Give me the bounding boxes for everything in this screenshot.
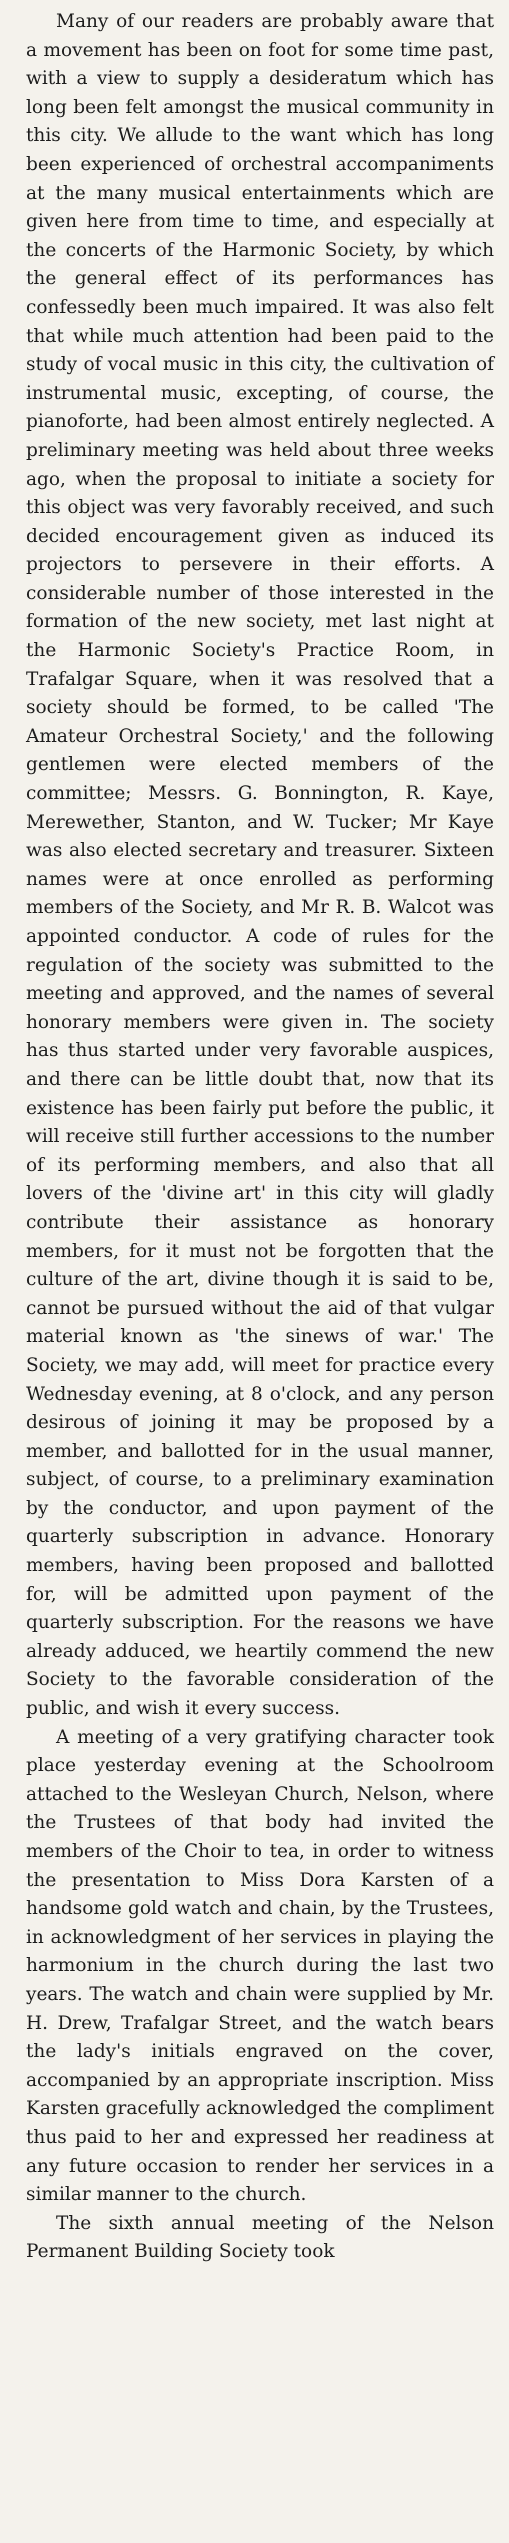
article-paragraph-building-society: The sixth annual meeting of the Nelson Permanent Building Society took	[26, 2212, 494, 2263]
article-paragraph-orchestral-society: Many of our readers are probably aware that a movement has been on foot for some time past, with a view to supply a desideratum which has long been felt amongst the musical community in this city. We allude to the want which has long been experienced of orchestral accompaniments at the many musical entertainments which are given here from time to time, and especially at the concerts of the Harmonic Society, by which the general effect of its performances has confessedly been much impaired. It was also felt that while much attention had been paid to the study of vocal music in this city, the cultivation of instrumental music, excepting, of course, the pianoforte, had been almost entirely neglected. A preliminary meeting was held about three weeks ago, when the proposal to initiate a society for this object was very favorably received, and such decided encouragement given as induced its projectors to persevere in their efforts. A considerable number of those interested in the formation of the new society, met last night at the Harmonic Society's Practice Room, in Trafalgar Square, when it was resolved that a society should be formed, to be called 'The Amateur Orchestral Society,' and the following gentlemen were elected members of the committee; Messrs. G. Bonnington, R. Kaye, Merewether, Stanton, and W. Tucker; Mr Kaye was also elected secretary and treasurer. Sixteen names were at once enrolled as performing members of the Society, and Mr R. B. Walcot was appointed conductor. A code of rules for the regulation of the society was submitted to the meeting and approved, and the names of several honorary members were given in. The society has thus started under very favorable auspices, and there can be little doubt that, now that its existence has been fairly put before the public, it will receive still further accessions to the number of its performing members, and also that all lovers of the 'divine art' in this city will gladly contribute their assistance as honorary members, for it must not be forgotten that the culture of the art, divine though it is said to be, cannot be pursued without the aid of that vulgar material known as 'the sinews of war.' The Society, we may add, will meet for practice every Wednesday evening, at 8 o'clock, and any person desirous of joining it may be proposed by a member, and ballotted for in the usual manner, subject, of course, to a preliminary examination by the conductor, and upon payment of the quarterly subscription in advance. Honorary members, having been proposed and ballotted for, will be admitted upon payment of the quarterly subscription. For the reasons we have already adduced, we heartily commend the new Society to the favorable consideration of the public, and wish it every success.	[26, 11, 494, 1720]
newspaper-column	[26, 8, 494, 2267]
article-paragraph-watch-presentation: A meeting of a very gratifying character took place yesterday evening at the Schoolroom attached to the Wesleyan Church, Nelson, where the Trustees of that body had invited the members of the Choir to tea, in order to witness the presentation to Miss Dora Karsten of a handsome gold watch and chain, by the Trustees, in acknowledgment of her services in playing the harmonium in the church during the last two years. The watch and chain were supplied by Mr. H. Drew, Trafalgar Street, and the watch bears the lady's initials engraved on the cover, accompanied by an appropriate inscription. Miss Karsten gracefully acknowledged the compliment thus paid to her and expressed her readiness at any future occasion to render her services in a similar manner to the church.	[26, 1726, 494, 2206]
